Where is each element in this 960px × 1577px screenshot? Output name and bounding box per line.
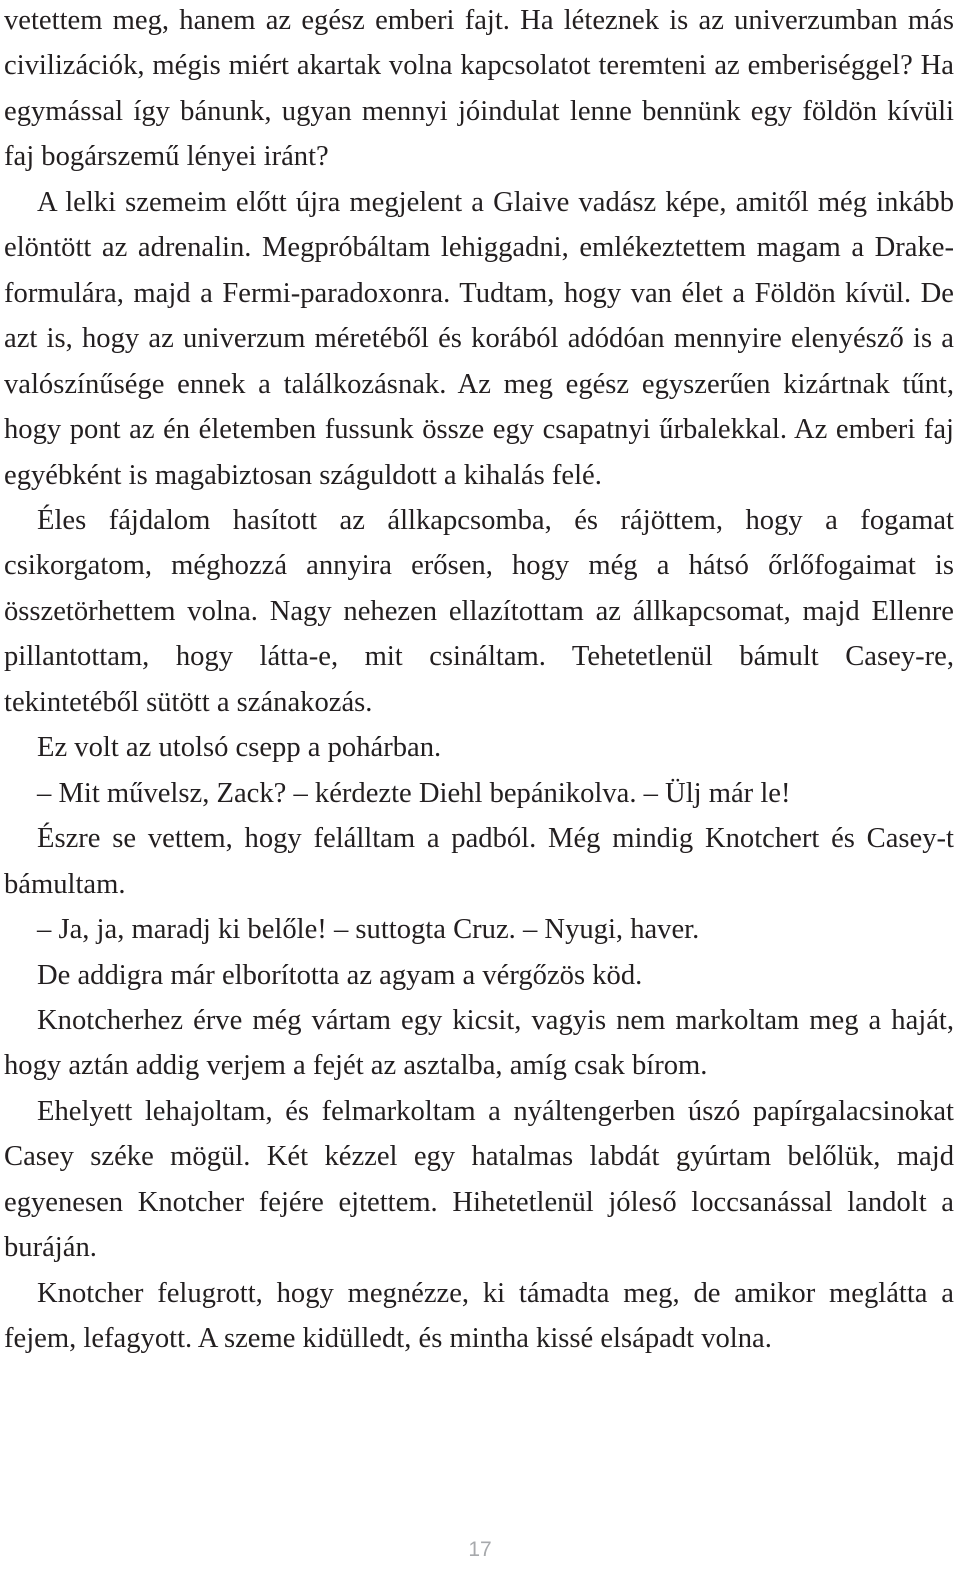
paragraph: De addigra már elborította az agyam a vérgőzös köd. xyxy=(37,959,643,991)
page-number: 17 xyxy=(468,1538,492,1561)
page-body xyxy=(4,0,954,1362)
paragraph: Észre se vettem, hogy felálltam a padból. Még mindig Knotchert és Casey-t bámultam. xyxy=(4,823,954,900)
paragraph: Knotcher felugrott, hogy megnézze, ki támadta meg, de amikor meglátta a fejem, lefagyott. A szeme kidülledt, és mintha kissé elsápadt volna. xyxy=(4,1277,954,1355)
dialogue-paragraph: – Mit művelsz, Zack? – kérdezte Diehl bepánikolva. – Ülj már le! xyxy=(37,777,791,809)
paragraph: Éles fájdalom hasított az állkapcsomba, és rájöttem, hogy a fogamat csikorgatom, méghozzá annyira erősen, hogy még a hátsó őrlőfogaimat is összetörhettem volna. Nagy nehezen ellazítottam az állkapcsomat, majd Ellenre pillantottam, hogy látta-e, mit csináltam. Tehetetlenül bámult Casey-re, tekintetéből sütött a szánakozás. xyxy=(4,504,954,718)
paragraph: Ehelyett lehajoltam, és felmarkoltam a nyáltengerben úszó papírgalacsinokat Casey széke mögül. Két kézzel egy hatalmas labdát gyúrtam belőlük, majd egyenesen Knotcher fejére ejtettem. Hihetetlenül jóleső loccsanással landolt a buráján. xyxy=(4,1095,954,1264)
dialogue-paragraph: – Ja, ja, maradj ki belőle! – suttogta Cruz. – Nyugi, haver. xyxy=(37,914,700,946)
paragraph-continuation: vetettem meg, hanem az egész emberi fajt. Ha léteznek is az univerzumban más civilizációk, mégis miért akartak volna kapcsolatot teremteni az emberiséggel? Ha egymással így bánunk, ugyan mennyi jóindulat lenne bennünk egy földön kívüli faj bogárszemű lényei iránt? xyxy=(4,5,954,173)
paragraph: Knotcherhez érve még vártam egy kicsit, vagyis nem markoltam meg a haját, hogy aztán addig verjem a fejét az asztalba, amíg csak bírom. xyxy=(4,1004,954,1082)
paragraph: Ez volt az utolsó csepp a pohárban. xyxy=(37,732,442,764)
paragraph: A lelki szemeim előtt újra megjelent a Glaive vadász képe, amitől még inkább elöntött az adrenalin. Megpróbáltam lehiggadni, emlékeztettem magam a Drake-formulára, majd a Fermi-paradoxonra. Tudtam, hogy van élet a Földön kívül. De azt is, hogy az univerzum méretéből és korából adódóan mennyire elenyésző is a valószínűsége ennek a találkozásnak. Az meg egész egyszerűen kizártnak tűnt, hogy pont az én életemben fussunk össze egy csapatnyi űrbalekkal. Az emberi faj egyébként is magabiztosan száguldott a kihalás felé. xyxy=(4,186,954,491)
